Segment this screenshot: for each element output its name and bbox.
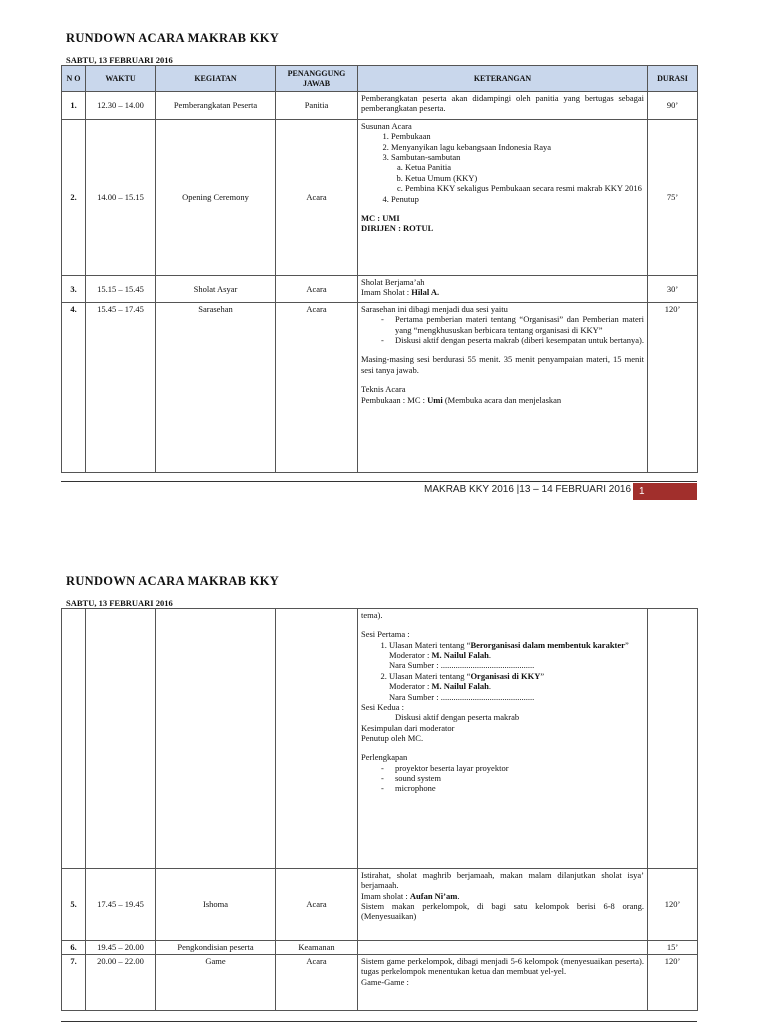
row-duration [648,609,698,869]
item-text: Ulasan Materi tentang “ [389,670,471,681]
row-duration: 120’ [648,869,698,941]
row-responsible: Acara [276,869,358,941]
sesi-pertama-list [361,640,644,702]
dirijen-label: DIRIJEN : [361,223,404,234]
header-waktu: WAKTU [86,66,156,92]
row-description [358,869,648,941]
page-subtitle: SABTU, 13 FEBRUARI 2016 [66,598,173,608]
row-number: 6. [62,941,86,955]
list-item [389,671,644,702]
rundown-table [61,608,698,1011]
row-activity: Sholat Asyar [156,276,276,303]
rundown-table [61,65,698,473]
row-activity: Opening Ceremony [156,120,276,276]
row-time: 17.45 – 19.45 [86,869,156,941]
imam-line [361,891,644,901]
pembukaan-rest: (Membuka acara dan menjelaskan [442,394,562,405]
imam-label: Imam Sholat : [361,287,412,298]
row-time: 19.45 – 20.00 [86,941,156,955]
dirijen-line [361,223,644,233]
row-responsible: Acara [276,303,358,473]
pembukaan-mc-name: Umi [427,394,443,405]
mc-line [361,213,644,223]
table-header-row [62,66,698,92]
imam-name: Hilal A. [411,287,440,298]
moderator-line [389,650,644,660]
perlengkapan-list [361,763,644,794]
list-item [389,640,644,671]
dirijen-name: ROTUL [403,223,434,234]
sarasehan-intro: Sarasehan ini dibagi menjadi dua sesi yaitu [361,304,508,314]
item-topic: Organisasi di KKY [470,670,541,681]
list-item: 1. Pembukaan [391,131,644,141]
table-row [62,92,698,120]
list-item: - microphone [381,783,644,793]
page-title: RUNDOWN ACARA MAKRAB KKY [66,574,280,588]
list-item: b. Ketua Umum (KKY) [405,173,644,183]
list-item: c. Pembina KKY sekaligus Pembukaan secara resmi makrab KKY 2016 [405,183,644,193]
row-activity: Game [156,955,276,1011]
row-description: Pemberangkatan peserta akan didampingi oleh panitia yang bertugas sebagai pemberangkatan peserta. [358,92,648,120]
header-no: N O [62,66,86,92]
session-duration-text: Masing-masing sesi berdurasi 55 menit. 35 menit penyampaian materi, 15 menit sesi tanya jawab. [361,354,644,375]
imam-dot: . [457,890,460,901]
row-responsible: Keamanan [276,941,358,955]
header-kegiatan: KEGIATAN [156,66,276,92]
sesi-kedua-heading: Sesi Kedua : [361,701,404,712]
kesimpulan-text: Kesimpulan dari moderator [361,722,455,733]
list-item [391,152,644,193]
row-number: 1. [62,92,86,120]
sholat-line: Sholat Berjama’ah [361,277,425,287]
list-item-label: Sambutan-sambutan [391,152,461,163]
row-time: 20.00 – 22.00 [86,955,156,1011]
teknis-heading: Teknis Acara [361,384,406,395]
moderator-label: Moderator : [389,681,432,692]
imam-name: Aufan Ni’am [409,890,458,901]
row-description [358,609,648,869]
row-duration: 75’ [648,120,698,276]
item-text: Ulasan Materi tentang “ [389,639,471,650]
row-number [62,609,86,869]
header-keterangan: KETERANGAN [358,66,648,92]
agenda-intro: Susunan Acara [361,121,412,131]
row-number: 3. [62,276,86,303]
row-time: 14.00 – 15.15 [86,120,156,276]
table-row [62,941,698,955]
list-item: 2. Menyanyikan lagu kebangsaan Indonesia Raya [391,142,644,152]
item-text: ” [540,670,545,681]
mc-name: UMI [382,212,400,223]
footer-text: MAKRAB KKY 2016 |13 – 14 FEBRUARI 2016 [424,484,631,495]
row-activity: Pengkondisian peserta [156,941,276,955]
table-row [62,276,698,303]
ishoma-text: Istirahat, sholat maghrib berjamaah, makan malam dilanjutkan sholat isya’ berjamaah. [361,870,644,891]
sub-list [391,162,644,193]
row-responsible: Acara [276,955,358,1011]
page-subtitle: SABTU, 13 FEBRUARI 2016 [66,55,173,65]
table-row [62,303,698,473]
makan-text: Sistem makan perkelompok, di bagi satu kelompok berisi 6-8 orang. (Menyesuaikan) [361,901,644,922]
row-responsible: Panitia [276,92,358,120]
table-row [62,955,698,1011]
game-text: Sistem game perkelompok, dibagi menjadi 5-6 kelompok (menyesuaikan peserta). tugas perkelompok menentukan ketua dan membuat yel-yel. [361,956,644,977]
pembukaan-line [361,395,644,405]
row-time: 15.45 – 17.45 [86,303,156,473]
row-duration: 15’ [648,941,698,955]
row-duration: 30’ [648,276,698,303]
moderator-dot: . [488,650,492,661]
header-penanggung-jawab: PENANGGUNG JAWAB [276,66,358,92]
sesi-pertama-heading: Sesi Pertama : [361,629,410,640]
page-footer [61,481,697,502]
row-activity: Sarasehan [156,303,276,473]
row-description [358,120,648,276]
list-item: - Pertama pemberian materi tentang “Organisasi” dan Pemberian materi yang “mengkhususkan berbicara tentang organisasi di KKY” [381,314,644,335]
row-duration: 90’ [648,92,698,120]
penutup-text: Penutup oleh MC. [361,732,424,743]
table-row [62,869,698,941]
pembukaan-label: Pembukaan : MC : [361,394,428,405]
row-number: 7. [62,955,86,1011]
row-time: 15.15 – 15.45 [86,276,156,303]
header-durasi: DURASI [648,66,698,92]
narasumber-line: Nara Sumber : ............................................ [389,660,535,671]
row-responsible: Acara [276,276,358,303]
imam-label: Imam sholat : [361,890,410,901]
moderator-name: M. Nailul Falah [431,681,489,692]
imam-line [361,287,644,297]
list-item: - proyektor beserta layar proyektor [381,763,644,773]
list-item: - Diskusi aktif dengan peserta makrab (diberi kesempatan untuk bertanya). [381,335,644,345]
list-item: 4. Penutup [391,194,644,204]
mc-label: MC : [361,212,383,223]
row-description [358,955,648,1011]
row-responsible [276,609,358,869]
row-description [358,303,648,473]
narasumber-line: Nara Sumber : ............................................ [389,691,535,702]
row-responsible: Acara [276,120,358,276]
list-item: a. Ketua Panitia [405,162,644,172]
page-footer-line [61,1021,697,1022]
row-number: 5. [62,869,86,941]
moderator-line [389,681,644,691]
table-row-continued [62,609,698,869]
row-activity: Ishoma [156,869,276,941]
diskusi-text: Diskusi aktif dengan peserta makrab [395,712,520,723]
page-title: RUNDOWN ACARA MAKRAB KKY [66,31,280,45]
agenda-list [361,131,644,204]
list-item: - sound system [381,773,644,783]
game-list-heading: Game-Game : [361,976,409,987]
row-number: 2. [62,120,86,276]
row-time [86,609,156,869]
item-text: ” [624,639,629,650]
sarasehan-list [361,314,644,345]
moderator-label: Moderator : [389,650,432,661]
row-description [358,276,648,303]
table-row [62,120,698,276]
page-number: 1 [633,483,697,500]
moderator-name: M. Nailul Falah [431,650,489,661]
row-duration: 120’ [648,303,698,473]
row-duration: 120’ [648,955,698,1011]
row-description [358,941,648,955]
perlengkapan-heading: Perlengkapan [361,752,408,763]
tema-text: tema). [361,610,383,620]
row-activity: Pemberangkatan Peserta [156,92,276,120]
row-number: 4. [62,303,86,473]
moderator-dot: . [488,681,492,692]
row-time: 12.30 – 14.00 [86,92,156,120]
item-topic: Berorganisasi dalam membentuk karakter [470,639,625,650]
row-activity [156,609,276,869]
